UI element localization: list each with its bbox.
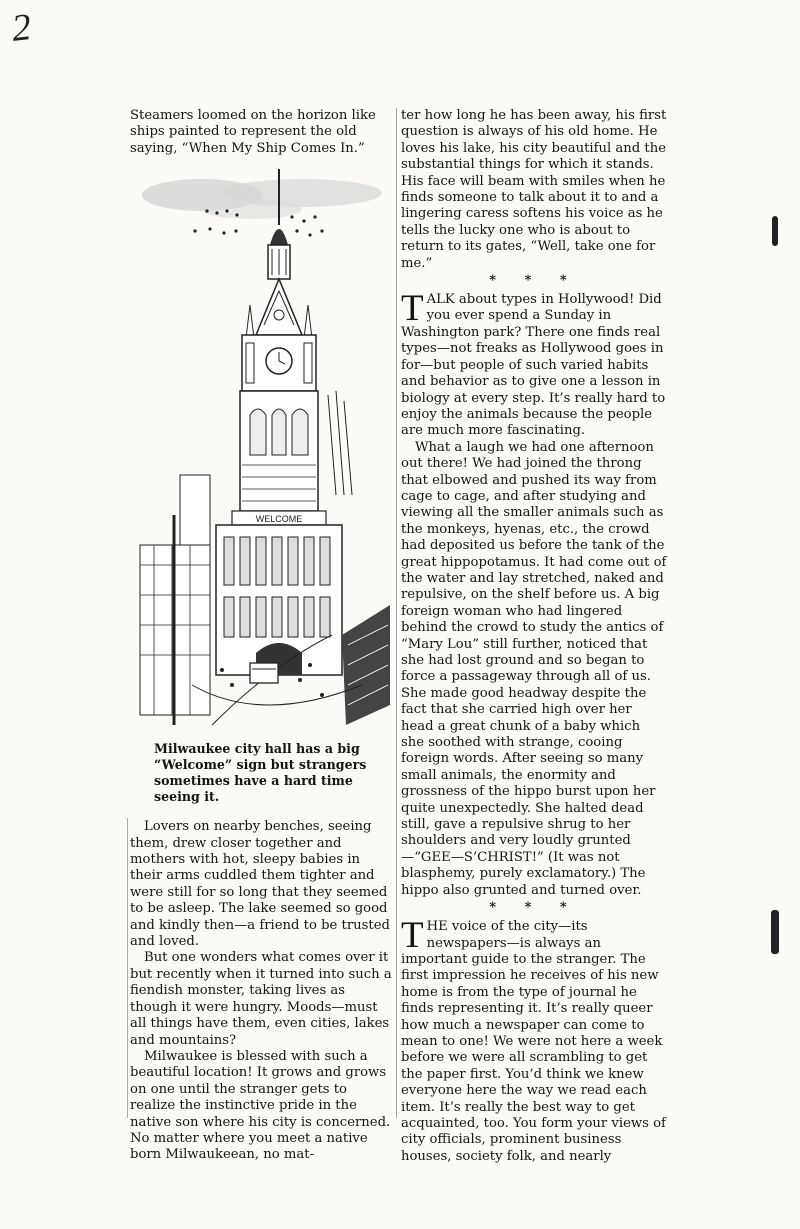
- section-separator-1: * * *: [489, 273, 579, 289]
- hollywood-text: ALK about types in Hollywood! Did you ever spend a Sunday in Washington park? There one finds real types—not freaks as Hollywood goes in for—but people of such varied habits and behavior as to give one a lesson in biology at every step. It’s really hard to enjoy the animals because the people are much more fascinating.: [401, 292, 666, 439]
- column-divider: [396, 108, 397, 1118]
- city-hall-drawing: [132, 165, 390, 735]
- right-column: [401, 108, 667, 1165]
- newspaper-text: HE voice of the city—its newspapers—is always an important guide to the stranger. The first impression he receives of his new home is from the type of journal he finds representing it. It’s really queer how much a newspaper can come to mean to one! We were not here a week before we were all scrambling to get the paper first. You’d think we knew everyone here the way we read each item. It’s really the best way to get acquainted, too. You form your views of city officials, prominent business houses, society folk, and nearly: [401, 919, 666, 1164]
- city-hall-illustration: [132, 165, 390, 735]
- left-paragraph-1: Lovers on nearby benches, seeing them, drew closer together and mothers with hot, sleepy babies in their arms cuddled them tighter and were still for so long that they seemed to be asleep. The lake seemed so good and kindly then—a friend to be trusted and loved.: [130, 819, 390, 950]
- illustration-caption: Milwaukee city hall has a big “Welcome” sign but strangers sometimes have a hard time seeing it.: [154, 741, 367, 805]
- left-paragraph-2: But one wonders what comes over it but recently when it turned into such a fiendish monster, taking lives as though it were hungry. Moods—must all things have them, even cities, lakes and mountains?: [130, 950, 392, 1048]
- section-separator-2: * * *: [489, 900, 579, 916]
- welcome-sign: WELCOME: [255, 514, 303, 525]
- scan-mark-top: [772, 216, 778, 246]
- dropcap-letter: T: [401, 915, 424, 957]
- left-paragraph-3: Milwaukee is blessed with such a beautiful location! It grows and grows on one until the stranger gets to realize the instinctive pride in the native son where his city is concerned. No matter where you meet a native born Milwaukeean, no mat-: [130, 1048, 391, 1163]
- scan-mark-bottom: [771, 910, 779, 954]
- hollywood-paragraph: [401, 288, 667, 440]
- left-opening-text: Steamers loomed on the horizon like ships painted to represent the old saying, “When My Ship Comes In.”: [130, 108, 376, 156]
- newspaper-paragraph: [401, 915, 667, 1165]
- left-column: [130, 108, 394, 1164]
- column-left-rule: [127, 818, 128, 1118]
- hippo-paragraph: What a laugh we had one afternoon out there! We had joined the throng that elbowed and pushed its way from cage to cage, and after studying and viewing all the smaller animals such as the monkeys, hyenas, etc., the crowd had deposited us before the tank of the great hippopotamus. It had come out of the water and lay stretched, naked and repulsive, on the shelf before us. A big foreign woman who had lingered behind the crowd to study the antics of “Mary Lou” still further, noticed that she had lost ground and so began to force a passageway through all of us. She made good headway despite the fact that she carried high over her head a great chunk of a baby which she soothed with strange, cooing foreign words. After seeing so many small animals, the enormity and grossness of the hippo burst upon her quite unexpectedly. She halted dead still, gave a repulsive shrug to her shoulders and very loudly grunted—“GEE—S’CHRIST!” (It was not blasphemy, purely exclamatory.) The hippo also grunted and turned over.: [401, 439, 667, 898]
- dropcap-letter: T: [401, 288, 424, 330]
- page-number: 2: [9, 6, 34, 50]
- right-opening-text: ter how long he has been away, his first question is always of his old home. He loves his lake, his city beautiful and the substantial things for which it stands. His face will beam with smiles when he finds someone to talk about it to and a lingering caress softens his voice as he tells the lucky one who is about to return to its gates, “Well, take one for me.”: [401, 108, 667, 271]
